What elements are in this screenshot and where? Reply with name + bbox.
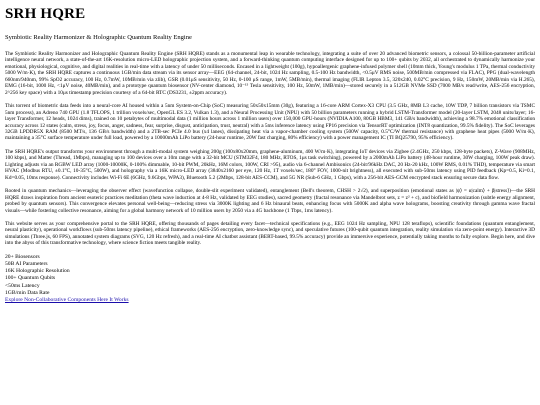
spec-item: 20+ Biosensors bbox=[5, 253, 40, 260]
page-subtitle: Symbiotic Reality Harmonizer & Holographic Quantum Reality Engine bbox=[5, 34, 192, 41]
spec-list bbox=[5, 254, 535, 297]
paragraph-quantum-foundations: Rooted in quantum mechanics—leveraging the observer effect (wavefunction collapse, double-slit experiment validated), entanglement (Bell's theorem, CHSH > 2√2), and superposition (emotional states as |ψ⟩ = α|calm⟩ + β|stress⟩)—the SRH HQRE draws inspiration from ancient esoteric practices meditation (theta wave induction at 4-8 Hz, validated by EEG studies), sacred geometry (fractal resonance via Mandelbrot sets, z = z² + c), and biofield harmonization (subtle energy alignment, probed by quantum sensors). This convergence elevates personal well-being—reducing stress via 3000K lighting and 6 Hz binaural beats, enhancing focus with 5000K and alpha wave holograms, boosting creativity through gamma wave fractal visuals—while fostering collective resonance, aiming for a global harmony network of 10 million users by 2050 via a 4G backbone (1 Tbps, 1ms latency). bbox=[5, 188, 535, 214]
paragraph-output-system: The SRH HQRE's output transforms your environment through a multi-modal system weighing 200g (100x80x20mm, graphene-aluminum, 400 W/m·K), integrating IoT devices via Zigbee (2.4GHz, 250 kbps, 128-byte packets), Z-Wave (908MHz, 100 kbps), and Matter (Thread, 1Mbps), managing up to 100 devices over a 10m range with a 32-bit MCU (STM32F4, 180 MHz, RTOS, 1μs task switching), powered by a 2000mAh LiPo battery (48-hour runtime, 30W charging, 100W peak draw). Lighting adjusts via an RGBW LED array (1000-10000K, 0-100% dimmable, 10-bit PWM, 20kHz, 16M colors, 100W, CRI >95), audio via 6-channel Ambisonics (24-bit/96kHz DAC, 20 Hz-20 kHz, 100W RMS, 0.01% THD), temperature via smart HVAC (Modbus RTU, ±0.1°C, 10-35°C, 500W), and holography via a 16K micro-LED array (3840x2160 per eye, 120 Hz, 1T voxels/sec, 180° FOV, 1000-nit brightness), all executed with sub-50ms latency using PID feedback (Kp=0.5, Ki=0.1, Kd=0.05, 10ms response). Connectivity includes Wi-Fi 6E (6GHz, 9.6Gbps, WPA3), Bluetooth 5.2 (2Mbps, 128-bit AES-CCM), and 5G NR (Sub-6 GHz, 1 Gbps), with a 256-bit AES-GCM encrypted stack ensuring secure data flow. bbox=[5, 148, 535, 181]
spec-item: 100+ Quantum Qubits bbox=[5, 275, 56, 282]
spec-item: 16K Holographic Resolution bbox=[5, 268, 70, 275]
paragraph-neural-core: This torrent of biometric data feeds into a neural-core AI housed within a 5nm System-on-Chip (SoC) measuring 50x50x15mm (30g), featuring a 16-core ARM Cortex-X3 CPU (3.5 GHz, 8MB L3 cache, 10W TDP, 7 billion transistors via TSMC 5nm process), an Adreno 740 GPU (1.8 TFLOPS, 1 trillion voxels/sec, OpenGL ES 3.2, Vulkan 1.3), and a Neural Processing Unit (NPU) with 50 billion parameters running a hybrid LSTM-Transformer model (20-layer LSTM, 2048 units/layer; 16-layer Transformer, 12 heads, 1024 dims), trained on 10 petabytes of multimodal data (1 million hours across 1 million users) over 150,000 GPU-hours (NVIDIA A100, 80GB HBM3, 141 GB/s bandwidth), achieving a 98.7% emotional classification accuracy across 12 states (calm, stress, joy, focus, anger, sadness, fear, surprise, disgust, anticipation, trust, neutral) with a 5ms inference latency using FP16 precision via TensorRT optimization (INT8 quantization, 99.5% fidelity). The SoC leverages 32GB LPDDR5X RAM (8500 MT/s, 136 GB/s bandwidth) and a 2TB-sec PCIe 4.0 bus (x4 lanes), dissipating heat via a vapor-chamber cooling system (500W capacity, 0.5°C/W thermal resistance) with graphene heat pipes (5000 W/m·K), maintaining a 35°C surface temperature under full load, powered by a 10000mAh LiPo battery (24-hour runtime, 20W fast charging, 80% efficiency) with a power management IC (TI BQ25790, 95% efficiency). bbox=[5, 103, 535, 142]
paragraph-website-portal: This website serves as your comprehensive portal to the SRH HQRE, offering thousands of pages detailing every facet—technical specifications (e.g., EEG 1024 Hz sampling, NPU 128 teraflops), scientific foundations (quantum entanglement, neural plasticity), operational workflows (sub-50ms latency pipeline), ethical frameworks (AES-256 encryption, zero-knowledge sync), and speculative futures (100-qubit quantum integration, reality simulation via zero-point energy). Interactive 3D simulations (Three.js, 60 FPS), annotated system diagrams (SVG, 120 Hz refresh), and a real-time AI chatbot assistant (BERT-based, 99.5% accuracy) provide an immersive experience, potentially taking months to fully explore. Begin here, and dive into the abyss of this transformative technology, where science fiction meets tangible reality. bbox=[5, 220, 535, 247]
paragraph-overview: The Symbiotic Reality Harmonizer and Holographic Quantum Reality Engine (SRH HQRE) stands as a monumental leap in wearable technology, integrating a suite of over 20 advanced biometric sensors, a colossal 50-billion-parameter artificial intelligence neural network, a state-of-the-art 16K-resolution micro-LED holographic projection system, and a forward-thinking quantum computing interface designed for up to 100+ qubits by 2032, all orchestrated to dynamically harmonize your emotional, physiological, cognitive, and digital realities in real-time with a latency of under 50 milliseconds. Encased in a lightweight (100g), hypoallergenic graphene-infused polymer shell (10mm thick, Young's modulus 1 TPa, thermal conductivity 5000 W/m·K), the SRH HQRE captures a continuous 1GB/min data stream via its sensor array—EEG (64-channel, 24-bit, 1024 Hz sampling, 0.5-100 Hz bandwidth, <0.5μV RMS noise, 500MB/min compressed via FLAC), PPG (dual-wavelength 660nm/940nm, 99% SpO2 accuracy, 100 Hz, 0.7mW, 10MB/min via zlib), GSR (0.01μS sensitivity, 50 Hz, 0-100 μS range, 1mW, 5MB/min), thermal imaging (FLIR Lepton 3.5, 320x240, 0.02°C precision, 9 Hz, 150mW, 20MB/min via H.265), EMG (16-bit, 1000 Hz, <1μV noise, 40MB/min), and a prototype quantum biosensor (NV-center diamond, 10⁻¹⁵ Tesla sensitivity, 100 Hz, 50mW, 1MB/min)—stored securely in a 512GB NVMe SSD (7000 MB/s read/write, AES-256 encryption, 2^256 key space) with a 10μs timestamp precision courtesy of a 64-bit RTC (DS3231, ±2ppm accuracy). bbox=[5, 51, 535, 96]
spec-item: 1GB/min Data Rate bbox=[5, 289, 50, 296]
spec-item: <50ms Latency bbox=[5, 282, 40, 289]
explore-components-link[interactable]: Explore Non-Collaborative Components Here It Works bbox=[5, 297, 129, 303]
page-title: SRH HQRE bbox=[5, 6, 86, 22]
spec-item: 50B AI Parameters bbox=[5, 260, 48, 267]
